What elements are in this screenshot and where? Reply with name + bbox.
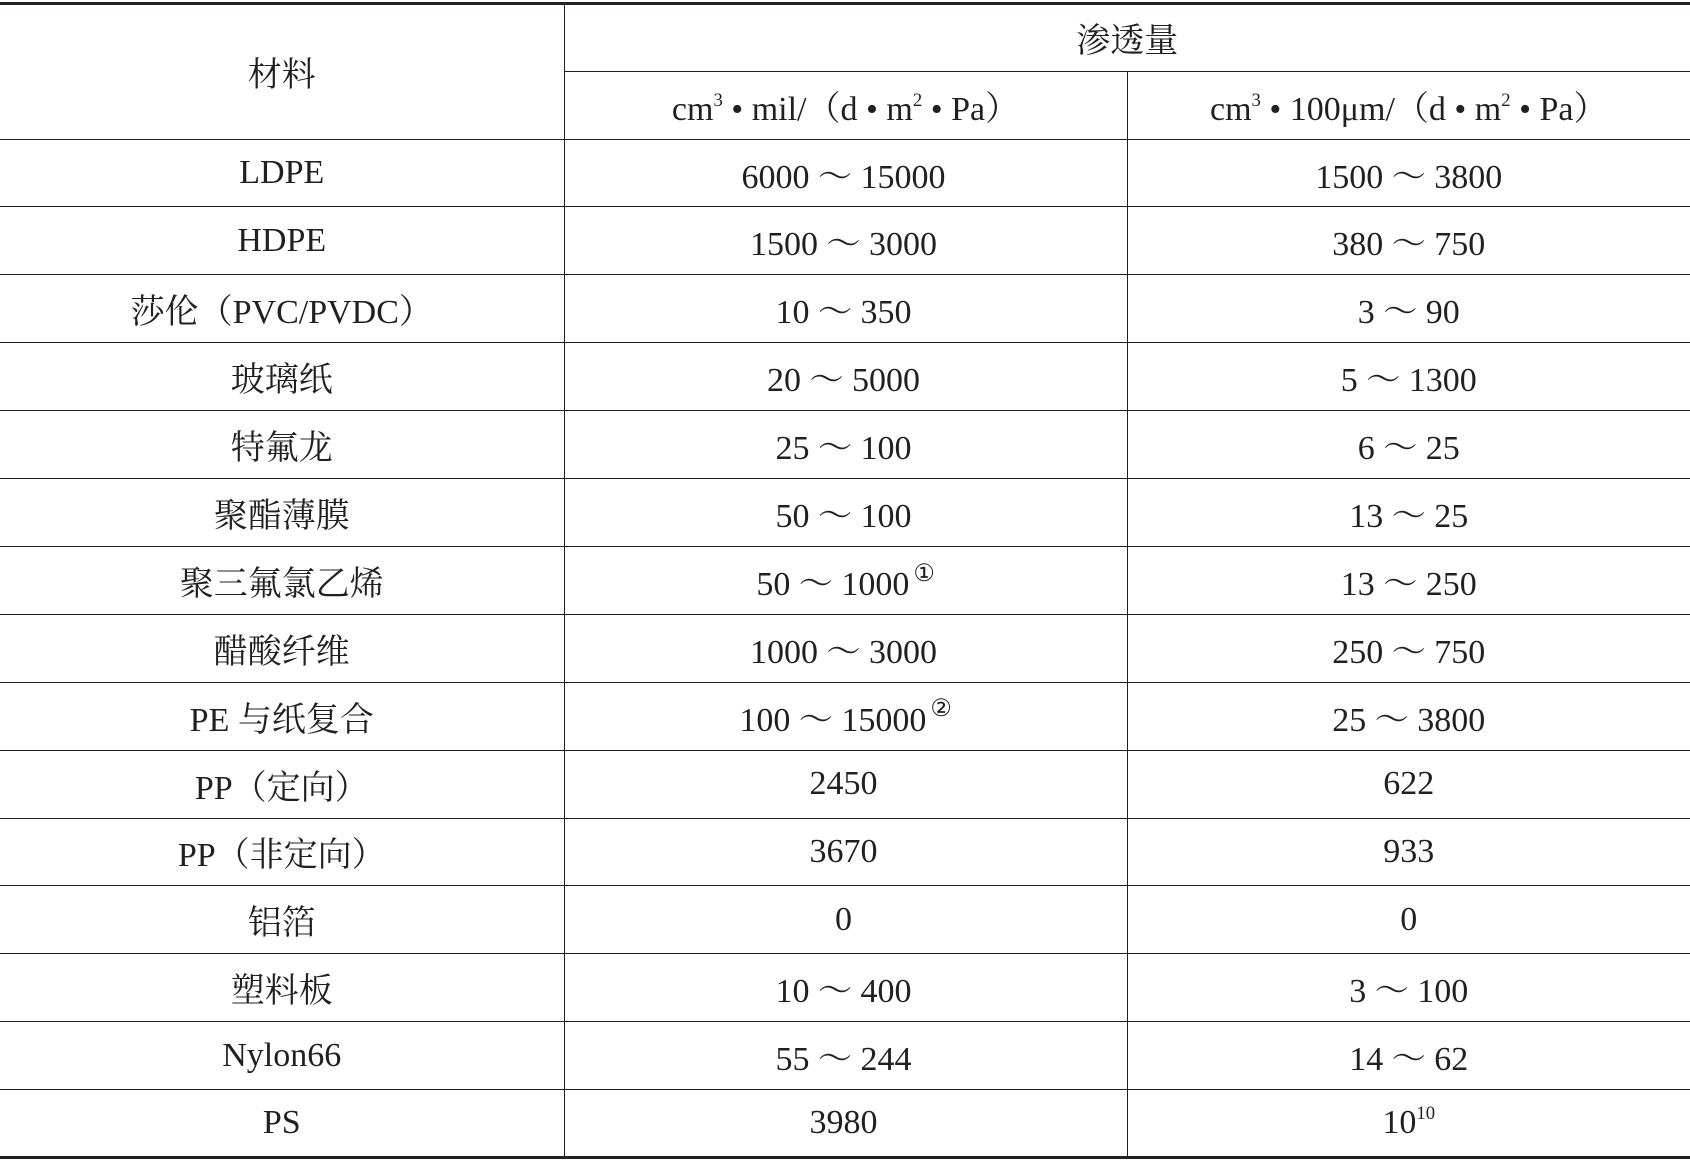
- table-row: [0, 207, 1690, 275]
- material-cell: PS: [0, 1090, 564, 1158]
- material-cell: Nylon66: [0, 1022, 564, 1090]
- permeability-mil-cell: 25 ～ 100: [564, 411, 1127, 479]
- table-row: [0, 546, 1690, 614]
- table-row: [0, 614, 1690, 682]
- table-row: [0, 886, 1690, 954]
- permeability-mil-cell: 2450: [564, 750, 1127, 818]
- permeability-100um-cell: 5 ～ 1300: [1127, 343, 1690, 411]
- permeability-mil-cell: 1500 ～ 3000: [564, 207, 1127, 275]
- header-unit-100um: $cm^3$ • 100μm/（d • $m^2$ • Pa）: [1127, 71, 1690, 139]
- material-cell: 塑料板: [0, 954, 564, 1022]
- header-unit-mil: $cm^3$ • mil/（d • $m^2$ • Pa）: [564, 71, 1127, 139]
- permeability-mil-cell: 10 ～ 350: [564, 275, 1127, 343]
- table-row: [0, 275, 1690, 343]
- table-row: [0, 750, 1690, 818]
- table-row: [0, 682, 1690, 750]
- table-row: [0, 343, 1690, 411]
- material-cell: 聚酯薄膜: [0, 479, 564, 547]
- permeability-100um-cell: 380 ～ 750: [1127, 207, 1690, 275]
- material-cell: 莎伦（PVC/PVDC）: [0, 275, 564, 343]
- permeability-100um-cell: 3 ～ 90: [1127, 275, 1690, 343]
- table-row: [0, 139, 1690, 207]
- exponent: 10: [1416, 1103, 1436, 1125]
- table-row: [0, 479, 1690, 547]
- permeability-100um-cell: 13 ～ 250: [1127, 546, 1690, 614]
- material-cell: HDPE: [0, 207, 564, 275]
- permeability-100um-cell: 622: [1127, 750, 1690, 818]
- permeability-100um-cell: 3 ～ 100: [1127, 954, 1690, 1022]
- permeability-mil-cell: 100 ～ 15000 ②: [564, 682, 1127, 750]
- permeability-100um-cell: 1500 ～ 3800: [1127, 139, 1690, 207]
- permeability-mil-cell: 20 ～ 5000: [564, 343, 1127, 411]
- permeability-mil-cell: 3670: [564, 818, 1127, 886]
- permeability-mil-cell: 3980: [564, 1090, 1127, 1158]
- permeability-mil-cell: 55 ～ 244: [564, 1022, 1127, 1090]
- material-cell: 玻璃纸: [0, 343, 564, 411]
- permeability-100um-cell: 13 ～ 25: [1127, 479, 1690, 547]
- permeability-100um-cell: 250 ～ 750: [1127, 614, 1690, 682]
- material-cell: PE 与纸复合: [0, 682, 564, 750]
- table-body: [0, 139, 1690, 1157]
- material-cell: 铝箔: [0, 886, 564, 954]
- permeability-100um-cell: 6 ～ 25: [1127, 411, 1690, 479]
- header-material: 材料: [0, 4, 564, 140]
- permeability-mil-cell: 50 ～ 1000 ①: [564, 546, 1127, 614]
- permeability-mil-cell: 10 ～ 400: [564, 954, 1127, 1022]
- permeability-table: [0, 2, 1690, 1159]
- permeability-100um-cell: 25 ～ 3800: [1127, 682, 1690, 750]
- material-cell: PP（定向）: [0, 750, 564, 818]
- header-row-1: [0, 4, 1690, 72]
- permeability-mil-cell: 0: [564, 886, 1127, 954]
- permeability-mil-cell: 1000 ～ 3000: [564, 614, 1127, 682]
- permeability-mil-cell: 50 ～ 100: [564, 479, 1127, 547]
- table-row: [0, 1022, 1690, 1090]
- footnote-marker: ①: [913, 560, 935, 587]
- material-cell: LDPE: [0, 139, 564, 207]
- permeability-100um-cell: 14 ～ 62: [1127, 1022, 1690, 1090]
- table-row: [0, 1090, 1690, 1158]
- material-cell: 聚三氟氯乙烯: [0, 546, 564, 614]
- table-row: [0, 818, 1690, 886]
- permeability-mil-cell: 6000 ～ 15000: [564, 139, 1127, 207]
- permeability-100um-cell: $10^{10}$: [1127, 1090, 1690, 1158]
- permeability-100um-cell: 933: [1127, 818, 1690, 886]
- table-row: [0, 954, 1690, 1022]
- footnote-marker: ②: [930, 696, 952, 723]
- header-permeability: 渗透量: [564, 4, 1690, 72]
- material-cell: 醋酸纤维: [0, 614, 564, 682]
- material-cell: 特氟龙: [0, 411, 564, 479]
- material-cell: PP（非定向）: [0, 818, 564, 886]
- table-row: [0, 411, 1690, 479]
- permeability-100um-cell: 0: [1127, 886, 1690, 954]
